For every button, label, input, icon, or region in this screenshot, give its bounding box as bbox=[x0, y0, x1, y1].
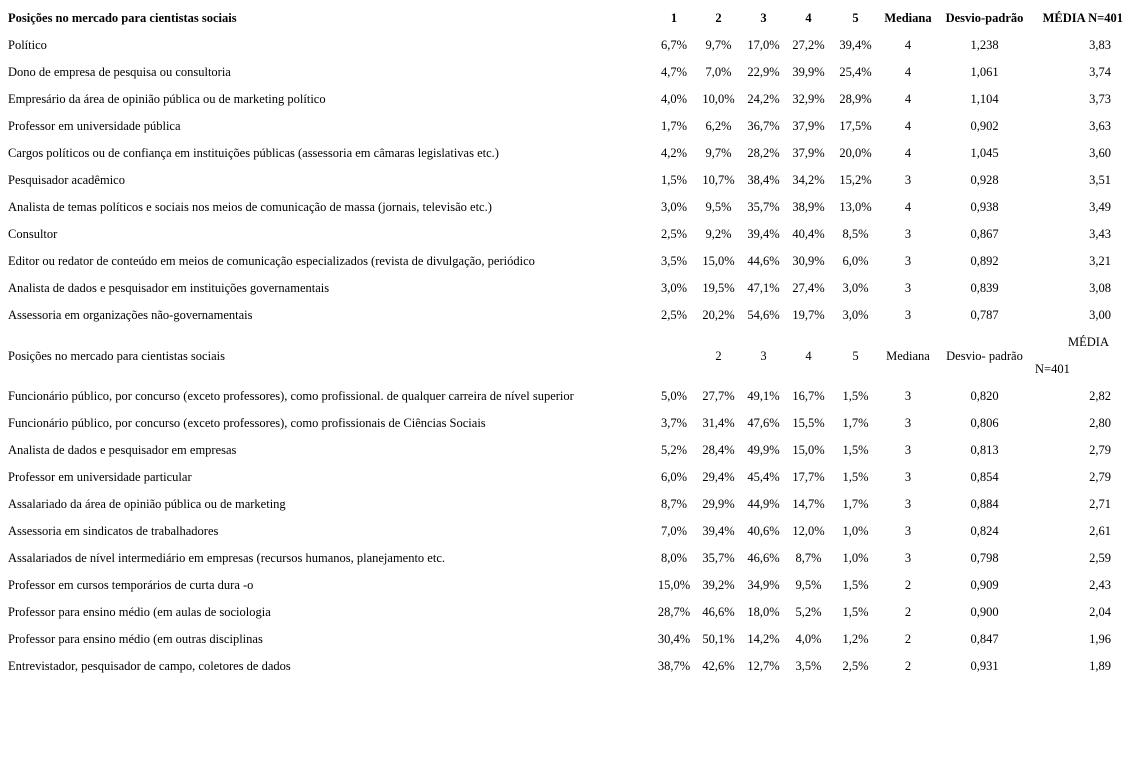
row-label: Professor para ensino médio (em aulas de sociologia bbox=[8, 605, 271, 619]
median: 3 bbox=[904, 308, 912, 322]
row-label: Político bbox=[8, 38, 47, 52]
pct-3: 38,4% bbox=[747, 173, 780, 187]
mean: 3,74 bbox=[1089, 65, 1111, 79]
median: 3 bbox=[904, 416, 912, 430]
header-sd: Desvio-padrão bbox=[945, 11, 1024, 25]
pct-2: 39,4% bbox=[702, 524, 735, 538]
table-row bbox=[4, 302, 1123, 329]
pct-4: 37,9% bbox=[792, 146, 825, 160]
std-dev: 0,892 bbox=[970, 254, 999, 268]
row-label: Analista de dados e pesquisador em empresas bbox=[8, 443, 237, 457]
row-label: Professor para ensino médio (em outras disciplinas bbox=[8, 632, 263, 646]
table-row bbox=[4, 113, 1123, 140]
pct-5: 1,7% bbox=[842, 416, 869, 430]
subheader-mean bbox=[1033, 329, 1123, 383]
row-label: Funcionário público, por concurso (exceto professores), como profissional. de qualquer carreira de nível superior bbox=[8, 389, 574, 403]
row-label: Consultor bbox=[8, 227, 58, 241]
pct-5: 1,5% bbox=[842, 605, 869, 619]
pct-2: 46,6% bbox=[702, 605, 735, 619]
pct-4: 34,2% bbox=[792, 173, 825, 187]
subheader-title: Posições no mercado para cientistas sociais bbox=[8, 348, 225, 363]
pct-3: 44,9% bbox=[747, 497, 780, 511]
pct-5: 6,0% bbox=[842, 254, 869, 268]
median: 4 bbox=[904, 200, 912, 214]
mean: 3,60 bbox=[1089, 146, 1111, 160]
pct-4: 5,2% bbox=[795, 605, 822, 619]
std-dev: 0,854 bbox=[970, 470, 999, 484]
std-dev: 0,824 bbox=[970, 524, 999, 538]
std-dev: 0,938 bbox=[970, 200, 999, 214]
subheader-mean-line1: MÉDIA bbox=[1068, 335, 1109, 349]
mean: 3,51 bbox=[1089, 173, 1111, 187]
std-dev: 0,820 bbox=[970, 389, 999, 403]
std-dev: 0,839 bbox=[970, 281, 999, 295]
pct-1: 4,2% bbox=[660, 146, 688, 160]
pct-4: 17,7% bbox=[792, 470, 825, 484]
pct-5: 1,0% bbox=[842, 551, 869, 565]
pct-2: 7,0% bbox=[705, 65, 732, 79]
pct-5: 1,2% bbox=[842, 632, 869, 646]
pct-2: 27,7% bbox=[702, 389, 735, 403]
subheader-col-2: 2 bbox=[715, 348, 722, 363]
median: 3 bbox=[904, 227, 912, 241]
pct-2: 6,2% bbox=[705, 119, 732, 133]
pct-1: 6,7% bbox=[660, 38, 688, 52]
pct-2: 28,4% bbox=[702, 443, 735, 457]
mean: 3,73 bbox=[1089, 92, 1111, 106]
pct-2: 9,7% bbox=[705, 146, 732, 160]
std-dev: 0,847 bbox=[970, 632, 999, 646]
pct-5: 20,0% bbox=[839, 146, 872, 160]
table-header-row bbox=[4, 5, 1123, 32]
std-dev: 1,045 bbox=[970, 146, 999, 160]
std-dev: 0,787 bbox=[970, 308, 999, 322]
pct-1: 1,5% bbox=[660, 173, 688, 187]
table-subheader bbox=[4, 329, 1123, 383]
row-label: Editor ou redator de conteúdo em meios de comunicação especializados (revista de divulgação, periódico bbox=[8, 254, 535, 268]
table-row bbox=[4, 464, 1123, 491]
pct-4: 38,9% bbox=[792, 200, 825, 214]
mean: 3,00 bbox=[1089, 308, 1111, 322]
pct-3: 45,4% bbox=[747, 470, 780, 484]
pct-1: 5,2% bbox=[660, 443, 688, 457]
median: 3 bbox=[904, 551, 912, 565]
pct-4: 12,0% bbox=[792, 524, 825, 538]
market-positions-table bbox=[4, 5, 1123, 680]
pct-2: 35,7% bbox=[702, 551, 735, 565]
pct-2: 19,5% bbox=[702, 281, 735, 295]
pct-1: 4,0% bbox=[660, 92, 688, 106]
pct-1: 8,0% bbox=[660, 551, 688, 565]
pct-1: 3,7% bbox=[660, 416, 688, 430]
pct-4: 8,7% bbox=[795, 551, 822, 565]
mean: 3,63 bbox=[1089, 119, 1111, 133]
row-label: Pesquisador acadêmico bbox=[8, 173, 125, 187]
subheader-sd: Desvio- padrão bbox=[946, 348, 1023, 363]
row-label: Entrevistador, pesquisador de campo, coletores de dados bbox=[8, 659, 291, 673]
header-col-3: 3 bbox=[760, 11, 767, 25]
pct-5: 1,5% bbox=[842, 578, 869, 592]
table-row bbox=[4, 599, 1123, 626]
subheader-median: Mediana bbox=[886, 348, 930, 363]
mean: 3,43 bbox=[1089, 227, 1111, 241]
header-median: Mediana bbox=[884, 11, 932, 25]
table-row bbox=[4, 626, 1123, 653]
pct-2: 39,2% bbox=[702, 578, 735, 592]
header-mean: MÉDIA N=401 bbox=[1042, 11, 1123, 25]
pct-1: 30,4% bbox=[657, 632, 691, 646]
table-row bbox=[4, 653, 1123, 680]
table-row bbox=[4, 248, 1123, 275]
pct-5: 28,9% bbox=[839, 92, 872, 106]
pct-4: 27,4% bbox=[792, 281, 825, 295]
pct-5: 2,5% bbox=[842, 659, 869, 673]
mean: 2,71 bbox=[1089, 497, 1111, 511]
mean: 2,82 bbox=[1089, 389, 1111, 403]
table-body-top bbox=[4, 32, 1123, 329]
std-dev: 0,902 bbox=[970, 119, 999, 133]
table-row bbox=[4, 194, 1123, 221]
pct-3: 24,2% bbox=[747, 92, 780, 106]
row-label: Assessoria em sindicatos de trabalhadores bbox=[8, 524, 219, 538]
table-row bbox=[4, 86, 1123, 113]
pct-4: 27,2% bbox=[792, 38, 825, 52]
row-label: Professor em cursos temporários de curta dura -o bbox=[8, 578, 254, 592]
row-label: Assalariado da área de opinião pública ou de marketing bbox=[8, 497, 286, 511]
pct-1: 4,7% bbox=[660, 65, 688, 79]
header-title: Posições no mercado para cientistas sociais bbox=[8, 11, 237, 25]
pct-1: 8,7% bbox=[660, 497, 688, 511]
pct-5: 1,5% bbox=[842, 443, 869, 457]
pct-3: 47,1% bbox=[747, 281, 780, 295]
header-col-5: 5 bbox=[852, 11, 859, 25]
mean: 3,08 bbox=[1089, 281, 1111, 295]
median: 3 bbox=[904, 443, 912, 457]
pct-3: 54,6% bbox=[747, 308, 780, 322]
mean: 3,83 bbox=[1089, 38, 1111, 52]
std-dev: 0,806 bbox=[970, 416, 999, 430]
median: 4 bbox=[904, 38, 912, 52]
pct-3: 14,2% bbox=[747, 632, 780, 646]
table-row bbox=[4, 410, 1123, 437]
pct-5: 3,0% bbox=[842, 281, 869, 295]
pct-4: 19,7% bbox=[792, 308, 825, 322]
table-row bbox=[4, 275, 1123, 302]
median: 2 bbox=[904, 578, 912, 592]
subheader-col-4: 4 bbox=[805, 348, 812, 363]
pct-5: 25,4% bbox=[839, 65, 872, 79]
std-dev: 0,928 bbox=[970, 173, 999, 187]
mean: 1,89 bbox=[1089, 659, 1111, 673]
std-dev: 1,061 bbox=[970, 65, 999, 79]
mean: 3,49 bbox=[1089, 200, 1111, 214]
pct-2: 20,2% bbox=[702, 308, 735, 322]
pct-1: 5,0% bbox=[660, 389, 688, 403]
mean: 2,79 bbox=[1089, 470, 1111, 484]
pct-5: 15,2% bbox=[839, 173, 872, 187]
table-body-bottom bbox=[4, 383, 1123, 680]
table-row bbox=[4, 491, 1123, 518]
pct-3: 44,6% bbox=[747, 254, 780, 268]
mean: 2,43 bbox=[1089, 578, 1111, 592]
pct-5: 1,7% bbox=[842, 497, 869, 511]
pct-5: 1,5% bbox=[842, 470, 869, 484]
row-label: Assessoria em organizações não-governamentais bbox=[8, 308, 253, 322]
header-col-2: 2 bbox=[715, 11, 722, 25]
subheader-col-3: 3 bbox=[760, 348, 767, 363]
pct-5: 1,0% bbox=[842, 524, 869, 538]
pct-1: 38,7% bbox=[657, 659, 691, 673]
table-row bbox=[4, 518, 1123, 545]
pct-3: 22,9% bbox=[747, 65, 780, 79]
pct-4: 30,9% bbox=[792, 254, 825, 268]
pct-1: 3,5% bbox=[660, 254, 688, 268]
median: 3 bbox=[904, 173, 912, 187]
pct-4: 9,5% bbox=[795, 578, 822, 592]
pct-1: 28,7% bbox=[657, 605, 691, 619]
pct-4: 3,5% bbox=[795, 659, 822, 673]
mean: 2,59 bbox=[1089, 551, 1111, 565]
pct-4: 39,9% bbox=[792, 65, 825, 79]
pct-2: 10,0% bbox=[702, 92, 735, 106]
pct-1: 7,0% bbox=[660, 524, 688, 538]
std-dev: 0,884 bbox=[970, 497, 999, 511]
pct-2: 9,2% bbox=[705, 227, 732, 241]
pct-2: 42,6% bbox=[702, 659, 735, 673]
pct-3: 35,7% bbox=[747, 200, 780, 214]
pct-5: 39,4% bbox=[839, 38, 872, 52]
pct-5: 3,0% bbox=[842, 308, 869, 322]
pct-1: 6,0% bbox=[660, 470, 688, 484]
pct-4: 14,7% bbox=[792, 497, 825, 511]
pct-4: 16,7% bbox=[792, 389, 825, 403]
std-dev: 0,798 bbox=[970, 551, 999, 565]
row-label: Funcionário público, por concurso (exceto professores), como profissionais de Ciências Sociais bbox=[8, 416, 486, 430]
pct-1: 15,0% bbox=[657, 578, 691, 592]
pct-3: 49,9% bbox=[747, 443, 780, 457]
header-col-1: 1 bbox=[670, 11, 678, 25]
pct-4: 40,4% bbox=[792, 227, 825, 241]
median: 4 bbox=[904, 119, 912, 133]
pct-4: 32,9% bbox=[792, 92, 825, 106]
table-row bbox=[4, 437, 1123, 464]
header-col-4: 4 bbox=[805, 11, 812, 25]
row-label: Dono de empresa de pesquisa ou consultoria bbox=[8, 65, 231, 79]
pct-3: 39,4% bbox=[747, 227, 780, 241]
row-label: Cargos políticos ou de confiança em instituições públicas (assessoria em câmaras legislativas etc.) bbox=[8, 146, 499, 160]
row-label: Assalariados de nível intermediário em empresas (recursos humanos, planejamento etc. bbox=[8, 551, 446, 565]
median: 3 bbox=[904, 254, 912, 268]
pct-4: 37,9% bbox=[792, 119, 825, 133]
std-dev: 1,104 bbox=[970, 92, 999, 106]
median: 2 bbox=[904, 605, 912, 619]
subheader-col-5: 5 bbox=[852, 348, 859, 363]
pct-5: 1,5% bbox=[842, 389, 869, 403]
pct-4: 15,0% bbox=[792, 443, 825, 457]
pct-2: 15,0% bbox=[702, 254, 735, 268]
median: 3 bbox=[904, 281, 912, 295]
pct-3: 36,7% bbox=[747, 119, 780, 133]
pct-2: 31,4% bbox=[702, 416, 735, 430]
pct-3: 46,6% bbox=[747, 551, 780, 565]
table-row bbox=[4, 140, 1123, 167]
table-row bbox=[4, 167, 1123, 194]
mean: 2,79 bbox=[1089, 443, 1111, 457]
median: 3 bbox=[904, 524, 912, 538]
mean: 3,21 bbox=[1089, 254, 1111, 268]
median: 4 bbox=[904, 92, 912, 106]
row-label: Analista de dados e pesquisador em instituições governamentais bbox=[8, 281, 330, 295]
pct-2: 10,7% bbox=[702, 173, 735, 187]
row-label: Analista de temas políticos e sociais nos meios de comunicação de massa (jornais, televisão etc.) bbox=[8, 200, 492, 214]
pct-3: 34,9% bbox=[747, 578, 780, 592]
mean: 2,80 bbox=[1089, 416, 1111, 430]
std-dev: 0,867 bbox=[970, 227, 999, 241]
median: 3 bbox=[904, 389, 912, 403]
median: 3 bbox=[904, 497, 912, 511]
median: 4 bbox=[904, 65, 912, 79]
pct-5: 17,5% bbox=[839, 119, 872, 133]
pct-3: 28,2% bbox=[747, 146, 780, 160]
pct-3: 40,6% bbox=[747, 524, 780, 538]
pct-3: 17,0% bbox=[747, 38, 780, 52]
pct-1: 3,0% bbox=[660, 200, 688, 214]
std-dev: 0,931 bbox=[970, 659, 999, 673]
subheader-mean-line2: N=401 bbox=[1035, 362, 1070, 376]
pct-3: 12,7% bbox=[747, 659, 780, 673]
table-row bbox=[4, 32, 1123, 59]
mean: 1,96 bbox=[1089, 632, 1111, 646]
pct-1: 1,7% bbox=[660, 119, 688, 133]
pct-4: 15,5% bbox=[792, 416, 825, 430]
pct-2: 50,1% bbox=[702, 632, 735, 646]
table-row bbox=[4, 572, 1123, 599]
row-label: Professor em universidade particular bbox=[8, 470, 192, 484]
pct-1: 3,0% bbox=[660, 281, 688, 295]
mean: 2,61 bbox=[1089, 524, 1111, 538]
pct-2: 9,7% bbox=[705, 38, 732, 52]
pct-3: 47,6% bbox=[747, 416, 780, 430]
pct-5: 8,5% bbox=[842, 227, 869, 241]
pct-3: 18,0% bbox=[747, 605, 780, 619]
subheader-col-1 bbox=[652, 329, 696, 383]
pct-3: 49,1% bbox=[747, 389, 780, 403]
table-row bbox=[4, 545, 1123, 572]
std-dev: 0,900 bbox=[970, 605, 999, 619]
median: 3 bbox=[904, 470, 912, 484]
median: 4 bbox=[904, 146, 912, 160]
row-label: Professor em universidade pública bbox=[8, 119, 181, 133]
table-row bbox=[4, 383, 1123, 410]
mean: 2,04 bbox=[1089, 605, 1111, 619]
median: 2 bbox=[904, 659, 912, 673]
subheader-row bbox=[4, 329, 1123, 383]
pct-2: 9,5% bbox=[705, 200, 732, 214]
table-row bbox=[4, 221, 1123, 248]
table-row bbox=[4, 59, 1123, 86]
pct-4: 4,0% bbox=[795, 632, 822, 646]
pct-1: 2,5% bbox=[660, 227, 688, 241]
pct-2: 29,4% bbox=[702, 470, 735, 484]
pct-5: 13,0% bbox=[839, 200, 872, 214]
pct-1: 2,5% bbox=[660, 308, 688, 322]
median: 2 bbox=[904, 632, 912, 646]
row-label: Empresário da área de opinião pública ou de marketing político bbox=[8, 92, 326, 106]
std-dev: 1,238 bbox=[970, 38, 999, 52]
std-dev: 0,909 bbox=[970, 578, 999, 592]
std-dev: 0,813 bbox=[970, 443, 999, 457]
pct-2: 29,9% bbox=[702, 497, 735, 511]
